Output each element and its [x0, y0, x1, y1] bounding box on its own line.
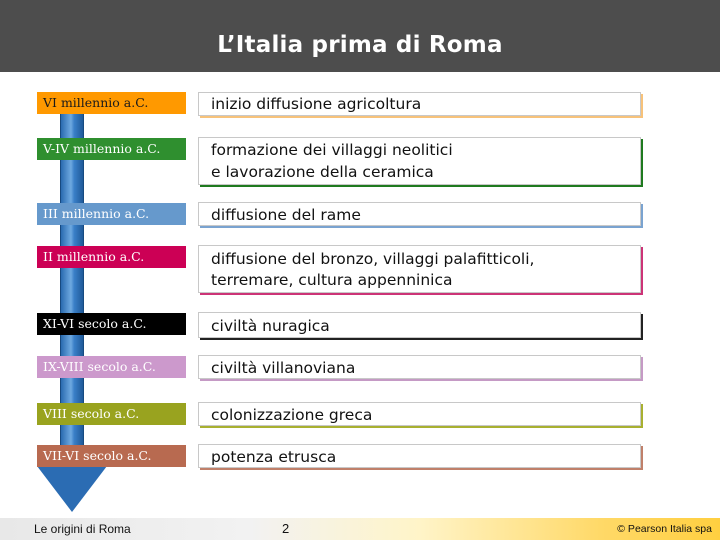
description-line: civiltà villanoviana	[211, 359, 356, 377]
description-line: inizio diffusione agricoltura	[211, 95, 422, 113]
footer-source: Le origini di Roma	[34, 522, 131, 536]
description-line: e lavorazione della ceramica	[211, 163, 434, 181]
description-line: diffusione del rame	[211, 206, 361, 224]
description-line: formazione dei villaggi neolitici	[211, 141, 453, 159]
timeline-arrow-icon	[37, 466, 107, 512]
copyright-text: © Pearson Italia spa	[617, 523, 712, 535]
description-line: civiltà nuragica	[211, 317, 330, 335]
description-line: potenza etrusca	[211, 448, 337, 466]
period-label: VIII secolo a.C.	[37, 403, 186, 425]
period-label: IX-VIII secolo a.C.	[37, 356, 186, 378]
period-label: II millennio a.C.	[37, 246, 186, 268]
period-label: XI-VI secolo a.C.	[37, 313, 186, 335]
description-line: colonizzazione greca	[211, 406, 373, 424]
description-line: diffusione del bronzo, villaggi palafitticoli,	[211, 250, 535, 268]
period-label: VI millennio a.C.	[37, 92, 186, 114]
page-number: 2	[282, 521, 290, 536]
period-label: VII-VI secolo a.C.	[37, 445, 186, 467]
description-line: terremare, cultura appenninica	[211, 271, 453, 289]
period-label: III millennio a.C.	[37, 203, 186, 225]
period-label: V-IV millennio a.C.	[37, 138, 186, 160]
header-bar	[0, 0, 720, 72]
page-title: L’Italia prima di Roma	[217, 32, 503, 58]
footer-bar	[0, 518, 720, 540]
